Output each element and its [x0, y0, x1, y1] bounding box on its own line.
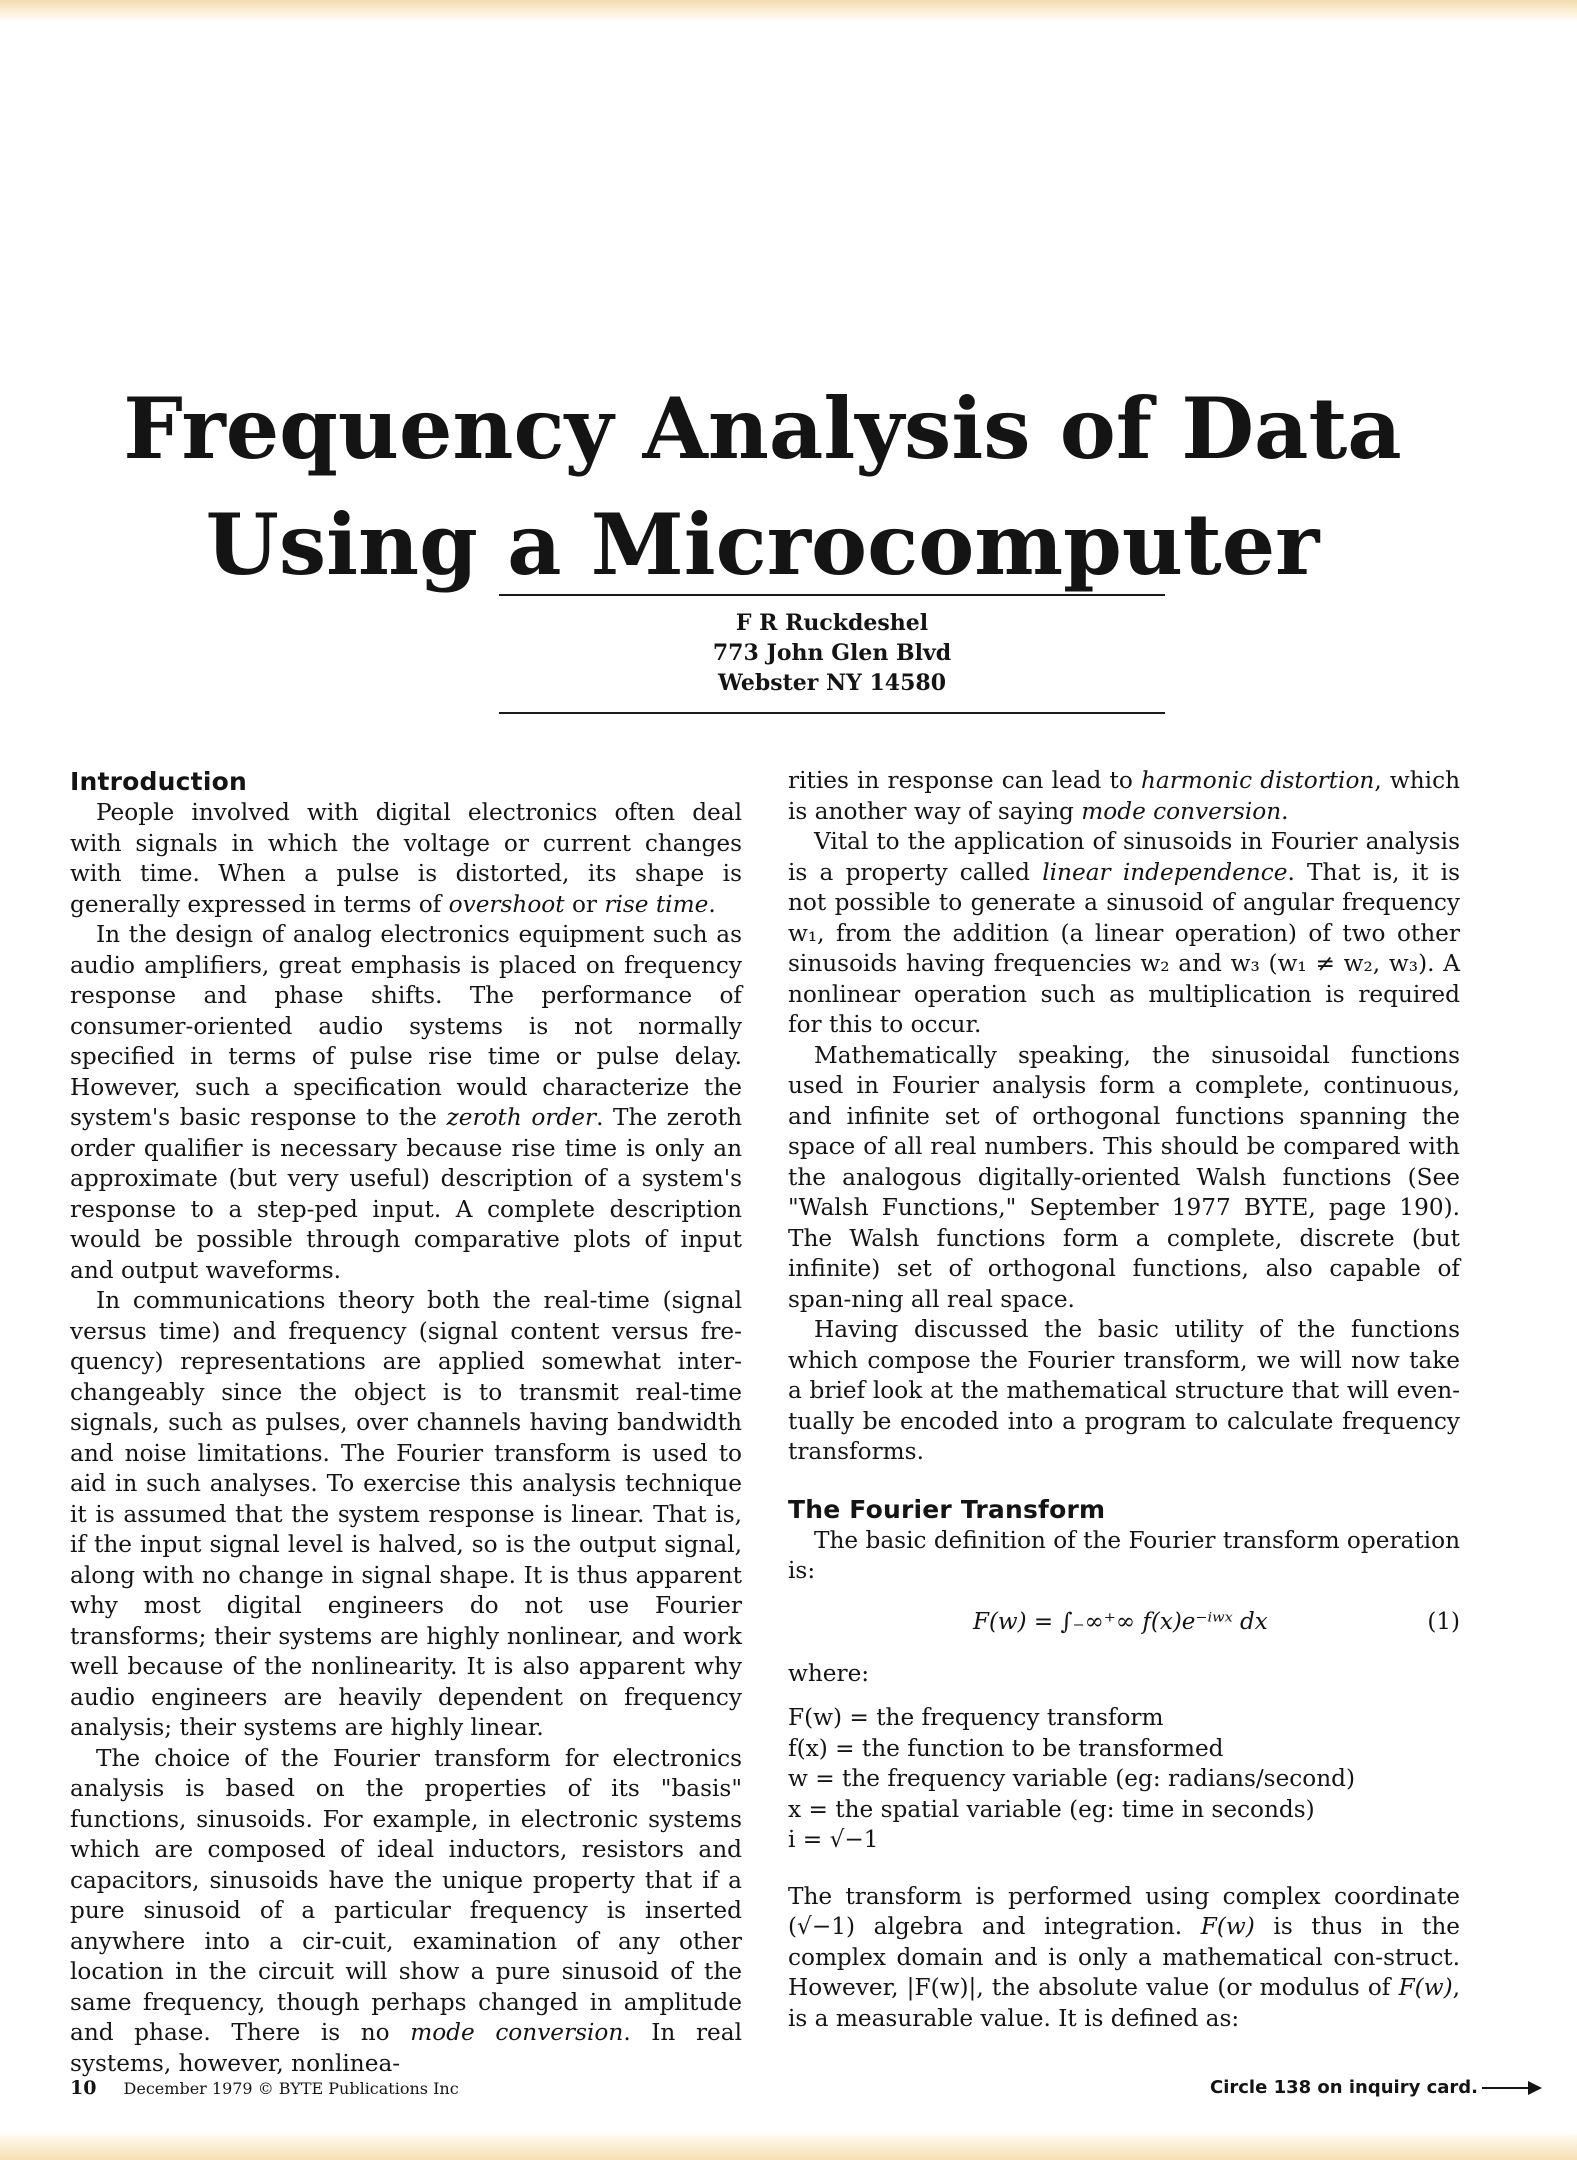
paragraph: People involved with digital electronics often deal with signals in which the voltage or current changes with time. When a pulse is distorted, its shape is generally expressed in terms of overshoot or rise time. [70, 799, 742, 918]
paragraph: In the design of analog electronics equipment such as audio amplifiers, great emphasis is placed on frequency response and phase shifts. The performance of consumer-oriented audio systems is not normally specified in terms of pulse rise time or pulse delay. However, such a specification would characterize the system's basic response to the zeroth order. The zeroth order qualifier is necessary because rise time is only an approximate (but very useful) description of a system's response to a step-ped input. A complete description would be possible through comparative plots of input and output waveforms. [70, 921, 742, 1284]
publication-credit: December 1979 © BYTE Publications Inc [123, 2079, 459, 2098]
paragraph: Mathematically speaking, the sinusoidal functions used in Fourier analysis form a complete, continuous, and infinite set of orthogonal functions spanning the space of all real numbers. This should be compared with the analogous digitally-oriented Walsh functions (See "Walsh Functions," September 1977 BYTE, page 190). The Walsh functions form a complete, discrete (but infinite) set of orthogonal functions, also capable of span-ning all real space. [788, 1041, 1460, 1313]
definition-item: i = √−1 [788, 1826, 879, 1853]
page-edge-top [0, 0, 1577, 22]
definition-item: F(w) = the frequency transform [788, 1704, 1164, 1731]
right-arrow-icon [1482, 2087, 1538, 2089]
paragraph: Having discussed the basic utility of the functions which compose the Fourier transform, we will now take a brief look at the mathematical structure that will even-tually be encoded into a program to calculate frequency transforms. [788, 1316, 1460, 1465]
paragraph: Vital to the application of sinusoids in Fourier analysis is a property called linear independence. That is, it is not possible to generate a sinusoid of angular frequency w₁, from the addition (a linear operation) of two other sinusoids having frequencies w₂ and w₃ (w₁ ≠ w₂, w₃). A nonlinear operation such as multiplication is required for this to occur. [788, 828, 1460, 1038]
section-heading-fourier-transform: The Fourier Transform [788, 1494, 1106, 1524]
paragraph: The choice of the Fourier transform for electronics analysis is based on the properties of its "basis" functions, sinusoids. For example, in electronic systems which are composed of ideal inductors, resistors and capacitors, sinusoids have the unique property that if a pure sinusoid of a particular frequency is inserted anywhere into a cir-cuit, examination of any other location in the circuit will show a pure sinusoid of the same frequency, though perhaps changed in amplitude and phase. There is no mode conversion. In real systems, however, nonlinea- [70, 1744, 742, 2077]
page-number: 10 [70, 2077, 97, 2099]
definition-list [788, 1703, 1460, 1856]
author-name: F R Ruckdeshel [735, 610, 929, 636]
paragraph: The transform is performed using complex coordinate (√−1) algebra and integration. F(w) is thus in the complex domain and is only a mathematical con-struct. However, |F(w)|, the absolute value (or modulus of F(w), is a measurable value. It is defined as: [788, 1882, 1460, 2032]
author-street: 773 John Glen Blvd [712, 640, 952, 666]
title-line-2: Using a Microcomputer [205, 495, 1320, 595]
page-edge-bottom [0, 2132, 1577, 2160]
paragraph: rities in response can lead to harmonic distortion, which is another way of saying mode conversion. [788, 767, 1461, 825]
equation-1 [788, 1597, 1460, 1651]
definition-item: w = the frequency variable (eg: radians/second) [788, 1765, 1356, 1792]
inquiry-note [1210, 2077, 1538, 2098]
inquiry-text: Circle 138 on inquiry card. [1210, 2077, 1479, 2098]
page-footer [70, 2077, 459, 2099]
paragraph: In communications theory both the real-time (signal versus time) and frequency (signal content versus fre-quency) representations are applied somewhat inter-changeably since the object is to transmit real-time signals, such as pulses, over channels having bandwidth and noise limitations. The Fourier transform is used to aid in such analyses. To exercise this analysis technique it is assumed that the system response is linear. That is, if the input signal level is halved, so is the output signal, along with no change in signal shape. It is thus apparent why most digital engineers do not use Fourier transforms; their systems are highly nonlinear, and work well because of the nonlinearity. It is also apparent why audio engineers are heavily dependent on frequency analysis; their systems are highly linear. [70, 1287, 742, 1741]
section-heading-introduction: Introduction [70, 767, 247, 796]
equation-number: (1) [1427, 1608, 1460, 1635]
paragraph: The basic definition of the Fourier transform operation is: [788, 1526, 1460, 1584]
left-column [70, 766, 742, 2079]
definition-item: f(x) = the function to be transformed [788, 1734, 1224, 1762]
where-label: where: [788, 1659, 870, 1687]
title-line-1: Frequency Analysis of Data [123, 379, 1402, 479]
author-city: Webster NY 14580 [717, 670, 947, 696]
author-byline [499, 594, 1165, 714]
definition-item: x = the spatial variable (eg: time in seconds) [788, 1795, 1315, 1823]
right-column [788, 766, 1460, 2034]
article-title [0, 371, 1525, 603]
equation-body: F(w) = ∫₋∞⁺∞ f(x)e⁻ⁱʷˣ dx [973, 1608, 1268, 1635]
